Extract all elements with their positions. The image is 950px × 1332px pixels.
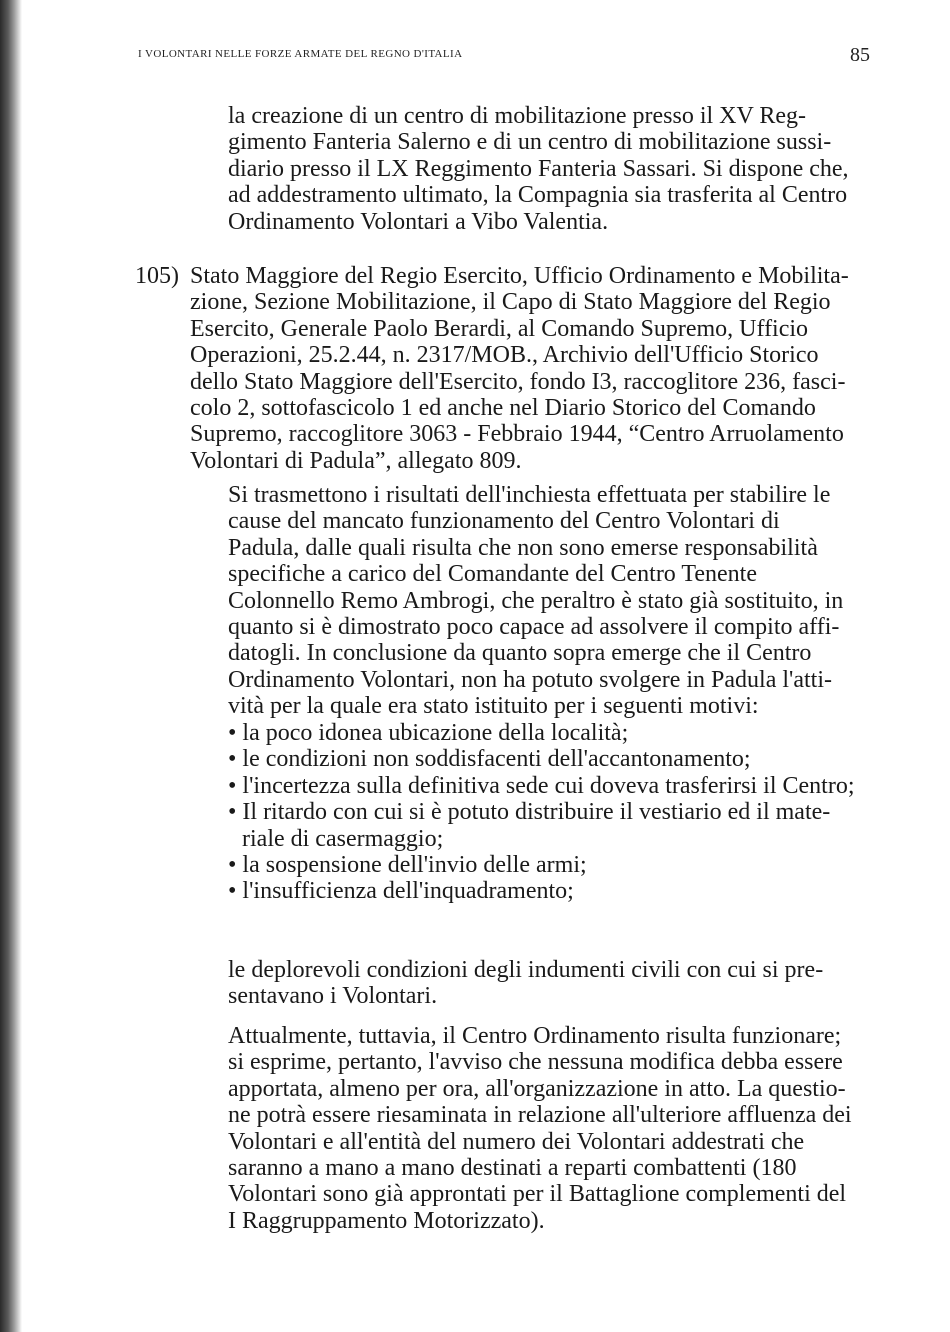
inquiry-paragraph xyxy=(228,482,870,720)
text-line: Stato Maggiore del Regio Esercito, Ufficio Ordinamento e Mobilita- xyxy=(190,263,849,289)
text-line: Volontari e all'entità del numero dei Volontari addestrati che xyxy=(228,1128,805,1155)
text-line: Colonnello Remo Ambrogi, che peraltro è stato già sostituito, in xyxy=(228,587,844,614)
text-line: zione, Sezione Mobilitazione, il Capo di Stato Maggiore del Regio xyxy=(190,289,831,316)
list-item: • l'insufficienza dell'inquadramento; xyxy=(228,878,574,905)
text-line: Volontari sono già approntati per il Battaglione complementi del xyxy=(228,1181,847,1208)
text-line: ne potrà essere riesaminata in relazione all'ulteriore affluenza dei xyxy=(228,1102,852,1129)
book-spine-shadow xyxy=(0,0,22,1332)
text-line: apportata, almeno per ora, all'organizzazione in atto. La questio- xyxy=(228,1075,846,1102)
text-line: Ordinamento Volontari, non ha potuto svolgere in Padula l'atti- xyxy=(228,666,833,693)
text-line: la creazione di un centro di mobilitazione presso il XV Reg- xyxy=(228,103,807,129)
text-line: Operazioni, 25.2.44, n. 2317/MOB., Archivio dell'Ufficio Storico xyxy=(190,342,819,369)
text-line: Volontari di Padula”, allegato 809. xyxy=(190,447,522,474)
text-line: specifiche a carico del Comandante del Centro Tenente xyxy=(228,561,757,588)
text-line: I Raggruppamento Motorizzato). xyxy=(228,1207,545,1234)
list-item: • la sospensione dell'invio delle armi; xyxy=(228,852,587,879)
running-head: I VOLONTARI NELLE FORZE ARMATE DEL REGNO D'ITALIA xyxy=(138,48,463,60)
closing-reason xyxy=(228,957,870,1010)
text-line: datogli. In conclusione da quanto sopra emerge che il Centro xyxy=(228,640,812,667)
footnote-number: 105) xyxy=(135,263,179,289)
list-item: riale di casermaggio; xyxy=(242,825,444,852)
text-line: cause del mancato funzionamento del Centro Volontari di xyxy=(228,508,780,535)
text-line: ad addestramento ultimato, la Compagnia sia trasferita al Centro xyxy=(228,182,848,209)
intro-paragraph xyxy=(228,103,870,235)
reasons-list xyxy=(228,720,870,905)
list-item: • la poco idonea ubicazione della località; xyxy=(228,720,629,746)
text-line: le deplorevoli condizioni degli indumenti civili con cui si pre- xyxy=(228,957,824,983)
text-line: quanto si è dimostrato poco capace ad assolvere il compito affi- xyxy=(228,614,840,641)
text-line: dello Stato Maggiore dell'Esercito, fondo I3, raccoglitore 236, fasci- xyxy=(190,368,846,395)
text-line: colo 2, sottofascicolo 1 ed anche nel Diario Storico del Comando xyxy=(190,395,816,422)
text-line: Ordinamento Volontari a Vibo Valentia. xyxy=(228,208,609,235)
text-line: vità per la quale era stato istituito per i seguenti motivi: xyxy=(228,693,759,720)
text-line: saranno a mano a mano destinati a reparti combattenti (180 xyxy=(228,1155,797,1182)
text-line: si esprime, pertanto, l'avviso che nessuna modifica debba essere xyxy=(228,1049,843,1076)
text-line: sentavano i Volontari. xyxy=(228,983,438,1010)
page-number: 85 xyxy=(850,44,870,66)
list-item: • le condizioni non soddisfacenti dell'accantonamento; xyxy=(228,746,751,773)
text-line: Supremo, raccoglitore 3063 - Febbraio 1944, “Centro Arruolamento xyxy=(190,421,844,448)
current-status-paragraph xyxy=(228,1023,870,1234)
text-line: Si trasmettono i risultati dell'inchiesta effettuata per stabilire le xyxy=(228,482,831,508)
text-line: diario presso il LX Reggimento Fanteria Sassari. Si dispone che, xyxy=(228,155,849,182)
text-line: gimento Fanteria Salerno e di un centro di mobilitazione sussi- xyxy=(228,129,832,156)
footnote-105-citation xyxy=(190,263,870,474)
text-line: Esercito, Generale Paolo Berardi, al Comando Supremo, Ufficio xyxy=(190,315,809,342)
text-line: Padula, dalle quali risulta che non sono emerse responsabilità xyxy=(228,534,818,561)
list-item: • Il ritardo con cui si è potuto distribuire il vestiario ed il mate- xyxy=(228,799,831,826)
text-line: Attualmente, tuttavia, il Centro Ordinamento risulta funzionare; xyxy=(228,1023,842,1049)
list-item: • l'incertezza sulla definitiva sede cui doveva trasferirsi il Centro; xyxy=(228,772,855,799)
